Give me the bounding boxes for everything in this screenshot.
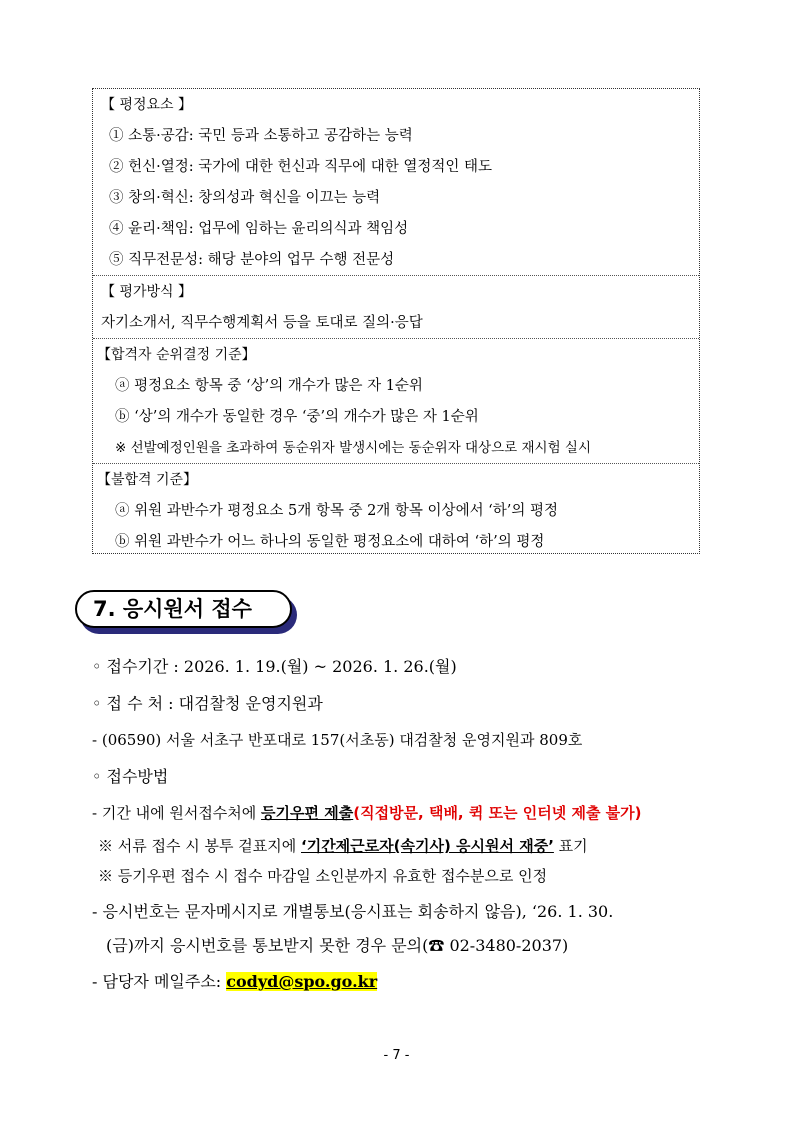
- criteria-heading: 【 평정요소 】: [101, 97, 192, 113]
- criteria-item: ① 소통·공감: 국민 등과 소통하고 공감하는 능력: [109, 128, 413, 144]
- fail-section: [93, 464, 699, 553]
- number-line-1: - 응시번호는 문자메시지로 개별통보(응시표는 회송하지 않음), ‘26. 1. 30.: [92, 902, 614, 921]
- period-line: ◦ 접수기간 : 2026. 1. 19.(월) ~ 2026. 1. 26.(월): [92, 657, 457, 676]
- section-title: [75, 590, 297, 634]
- ranking-note: ※ 선발예정인원을 초과하여 동순위자 발생시에는 동순위자 대상으로 재시험 실시: [115, 440, 591, 456]
- method-heading: 【 평가방식 】: [101, 284, 192, 300]
- note2-line: ※ 등기우편 접수 시 접수 마감일 소인분까지 유효한 접수분으로 인정: [98, 867, 548, 885]
- ranking-heading: 【합격자 순위결정 기준】: [97, 347, 256, 363]
- section-title-text: 7. 응시원서 접수: [75, 590, 292, 628]
- ranking-item: ⓑ ‘상’의 개수가 동일한 경우 ‘중’의 개수가 많은 자 1순위: [115, 409, 479, 425]
- criteria-item: ② 헌신·열정: 국가에 대한 헌신과 직무에 대한 열정적인 태도: [109, 159, 493, 175]
- method-bold: 등기우편 제출: [261, 804, 354, 822]
- email-link[interactable]: codyd@spo.go.kr: [226, 972, 378, 991]
- ranking-item: ⓐ 평정요소 항목 중 ‘상’의 개수가 많은 자 1순위: [115, 378, 423, 394]
- criteria-section: [93, 89, 699, 276]
- note1-line: [92, 831, 732, 861]
- fail-item: ⓐ 위원 과반수가 평정요소 5개 항목 중 2개 항목 이상에서 ‘하’의 평정: [115, 503, 559, 519]
- method-prefix: - 기간 내에 원서접수처에: [92, 804, 262, 822]
- address-line: - (06590) 서울 서초구 반포대로 157(서초동) 대검찰청 운영지원과 809호: [92, 731, 583, 749]
- note1-prefix: ※ 서류 접수 시 봉투 겉표지에: [98, 837, 301, 855]
- note1-bold: ‘기간제근로자(속기사) 응시원서 재중’: [301, 837, 554, 855]
- criteria-item: ③ 창의·혁신: 창의성과 혁신을 이끄는 능력: [109, 190, 381, 206]
- email-line: [92, 962, 732, 1002]
- page-number: - 7 -: [383, 1048, 410, 1063]
- method-text: 자기소개서, 직무수행계획서 등을 토대로 질의·응답: [101, 315, 423, 331]
- fail-item: ⓑ 위원 과반수가 어느 하나의 동일한 평정요소에 대하여 ‘하’의 평정: [115, 534, 545, 550]
- criteria-item: ⑤ 직무전문성: 해당 분야의 업무 수행 전문성: [109, 252, 395, 268]
- email-prefix: - 담당자 메일주소:: [92, 972, 227, 991]
- method-red: (직접방문, 택배, 퀵 또는 인터넷 제출 불가): [353, 804, 642, 822]
- number-line-2: (금)까지 응시번호를 통보받지 못한 경우 문의(☎ 02-3480-2037): [106, 936, 569, 955]
- method-section: [93, 276, 699, 339]
- note1-suffix: 표기: [553, 837, 588, 855]
- ranking-section: [93, 339, 699, 464]
- method-line: [92, 795, 732, 831]
- fail-heading: 【불합격 기준】: [97, 472, 198, 488]
- place-line: ◦ 접 수 처 : 대검찰청 운영지원과: [92, 694, 323, 713]
- evaluation-box: [92, 88, 700, 554]
- criteria-item: ④ 윤리·책임: 업무에 임하는 윤리의식과 책임성: [109, 221, 409, 237]
- method-heading-line: ◦ 접수방법: [92, 767, 169, 786]
- application-body: [92, 648, 732, 1002]
